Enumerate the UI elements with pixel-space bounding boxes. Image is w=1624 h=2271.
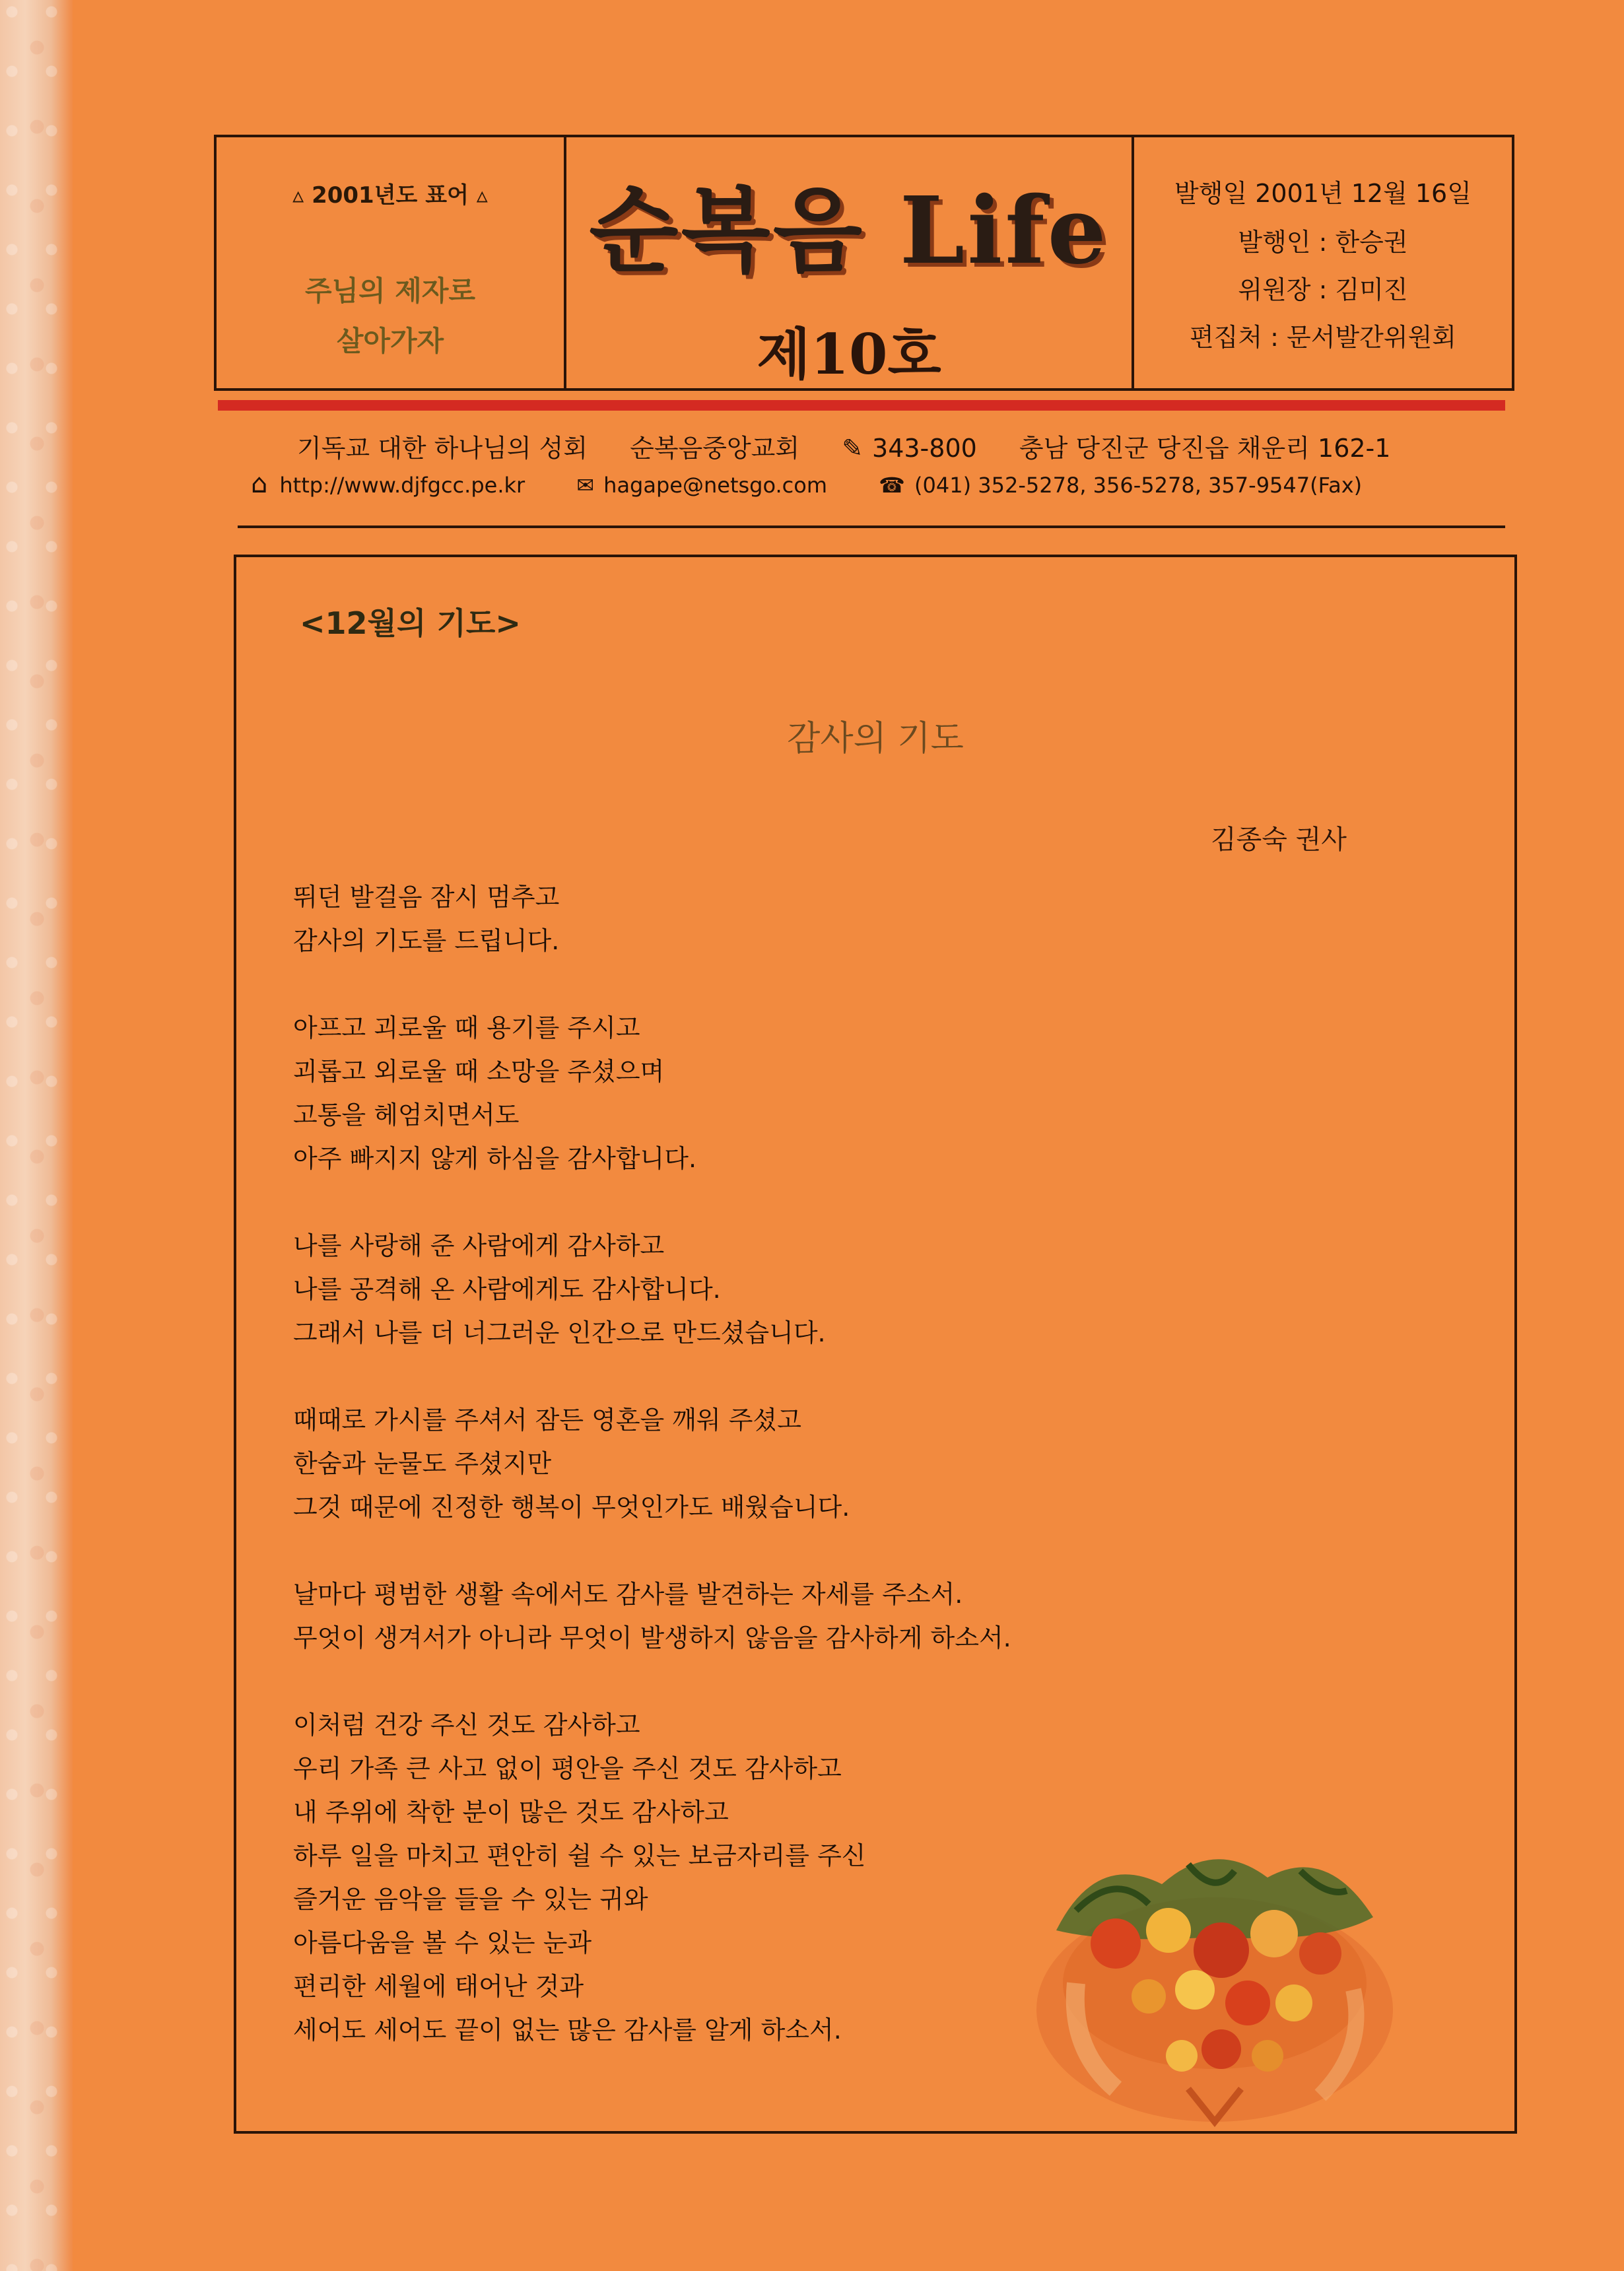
- stanza: [293, 1398, 1349, 1529]
- poem-line: 우리 가족 큰 사고 없이 평안을 주신 것도 감사하고: [293, 1754, 842, 1783]
- poem-line: 하루 일을 마치고 편안히 쉴 수 있는 보금자리를 주신: [293, 1841, 866, 1870]
- poem-line: 감사의 기도를 드립니다.: [293, 926, 560, 955]
- editorial-office: 편집처 : 문서발간위원회: [1189, 323, 1457, 352]
- poem-line: 그래서 나를 더 너그러운 인간으로 만드셨습니다.: [293, 1318, 826, 1347]
- poem-line: 고통을 헤엄치면서도: [293, 1101, 520, 1130]
- poem-line: 무엇이 생겨서가 아니라 무엇이 발생하지 않음을 감사하게 하소서.: [293, 1623, 1011, 1652]
- email-link[interactable]: hagape@netsgo.com: [603, 473, 827, 498]
- poem-line: 나를 공격해 온 사람에게도 감사합니다.: [293, 1275, 721, 1304]
- website-link[interactable]: http://www.djfgcc.pe.kr: [279, 473, 525, 498]
- red-divider: [218, 400, 1505, 411]
- phone-icon: ☎: [879, 473, 906, 498]
- poem-line: 뛰던 발걸음 잠시 멈추고: [293, 883, 560, 912]
- poem-line: 아주 빠지지 않게 하심을 감사합니다.: [293, 1144, 697, 1173]
- contact-line: [251, 469, 1362, 499]
- mail-icon: ✉: [576, 473, 595, 498]
- publication-info: [1132, 137, 1512, 388]
- poem-title: 감사의 기도: [787, 719, 964, 759]
- poem-line: 한숨과 눈물도 주셨지만: [293, 1449, 552, 1478]
- poem-line: 아름다움을 볼 수 있는 눈과: [293, 1928, 592, 1957]
- motto-line-1: 주님의 제자로: [304, 275, 476, 307]
- postal-icon: ✎: [842, 434, 863, 463]
- poem-line: 즐거운 음악을 들을 수 있는 귀와: [293, 1885, 648, 1914]
- motto-box: [217, 137, 566, 388]
- title-box: [566, 137, 1132, 388]
- harvest-basket-illustration: [1017, 1812, 1400, 2128]
- stanza: [293, 1224, 1349, 1355]
- header-rule: [238, 525, 1505, 528]
- publication-date: 발행일 2001년 12월 16일: [1174, 179, 1472, 208]
- poem-line: 그것 때문에 진정한 행복이 무엇인가도 배웠습니다.: [293, 1493, 850, 1522]
- masthead: [214, 135, 1514, 391]
- section-heading: <12월의 기도>: [300, 605, 521, 641]
- motto-line-2: 살아가자: [336, 325, 444, 357]
- stanza: [293, 1006, 1349, 1180]
- poem-line: 괴롭고 외로울 때 소망을 주셨으며: [293, 1057, 665, 1086]
- denomination: 기독교 대한 하나님의 성회: [297, 434, 588, 463]
- stanza: [293, 875, 1349, 963]
- postal-code: 343-800: [872, 434, 977, 463]
- poem-line: 편리한 세월에 태어난 것과: [293, 1972, 584, 2001]
- newsletter-logo: 순복음 Life: [589, 177, 1109, 285]
- poem-line: 날마다 평범한 생활 속에서도 감사를 발견하는 자세를 주소서.: [293, 1580, 963, 1609]
- address: 충남 당진군 당진읍 채운리 162-1: [1019, 434, 1391, 463]
- poem-line: 세어도 세어도 끝이 없는 많은 감사를 알게 하소서.: [293, 2016, 842, 2045]
- home-icon: ⌂: [251, 469, 268, 499]
- committee-chair: 위원장 : 김미진: [1238, 275, 1408, 304]
- binding-strip: [0, 0, 73, 2271]
- motto-year: ▵ 2001년도 표어 ▵: [292, 182, 488, 209]
- poem-line: 이처럼 건강 주신 것도 감사하고: [293, 1711, 640, 1740]
- publisher: 발행인 : 한승권: [1238, 228, 1408, 257]
- phone-numbers: (041) 352-5278, 356-5278, 357-9547(Fax): [914, 473, 1363, 498]
- church-info-line: [297, 428, 1425, 464]
- poem-line: 내 주위에 착한 분이 많은 것도 감사하고: [293, 1798, 729, 1827]
- poem-line: 아프고 괴로울 때 용기를 주시고: [293, 1013, 640, 1042]
- stanza: [293, 1573, 1349, 1660]
- issue-number: 제10호: [757, 322, 941, 387]
- poem-author: 김종숙 권사: [1211, 825, 1347, 855]
- poem-line: 때때로 가시를 주셔서 잠든 영혼을 깨워 주셨고: [293, 1406, 801, 1435]
- poem-line: 나를 사랑해 준 사람에게 감사하고: [293, 1231, 665, 1260]
- church-name: 순복음중앙교회: [630, 434, 800, 463]
